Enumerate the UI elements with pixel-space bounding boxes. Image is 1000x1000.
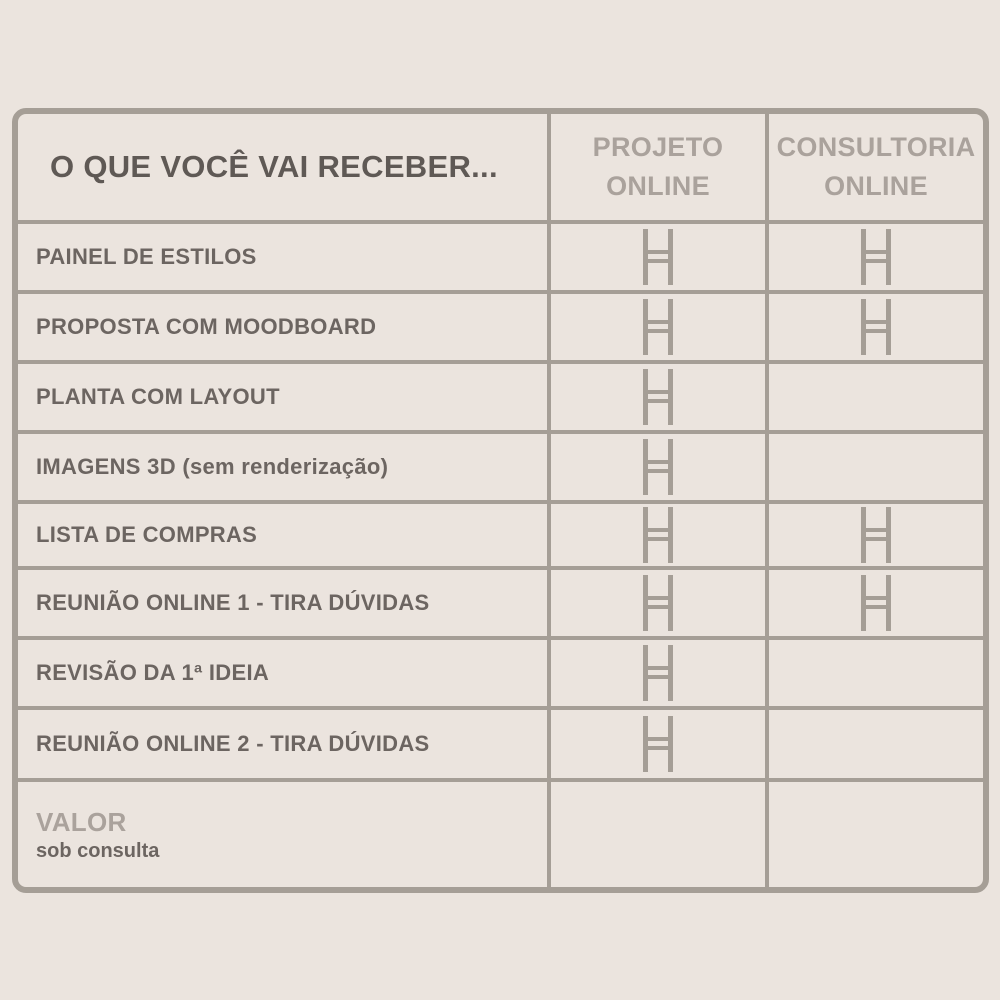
included-mark-icon (641, 368, 675, 426)
included-mark-icon (859, 506, 893, 564)
row-label: PROPOSTA COM MOODBOARD (36, 314, 377, 339)
included-mark-icon (641, 574, 675, 632)
row-label: REUNIÃO ONLINE 1 - TIRA DÚVIDAS (36, 590, 430, 615)
row-label: REUNIÃO ONLINE 2 - TIRA DÚVIDAS (36, 731, 430, 756)
column-header-line: ONLINE (824, 171, 928, 201)
row-label: LISTA DE COMPRAS (36, 522, 258, 547)
included-mark-icon (641, 506, 675, 564)
included-mark-cell (551, 294, 765, 360)
included-mark-icon (859, 228, 893, 286)
included-mark-cell (551, 434, 765, 500)
included-mark-icon (859, 298, 893, 356)
column-header-line: PROJETO (592, 132, 724, 162)
column-header-line: ONLINE (606, 171, 710, 201)
included-mark-cell (551, 570, 765, 636)
included-mark-cell (551, 364, 765, 430)
price-cell (36, 782, 159, 887)
included-mark-cell (551, 710, 765, 778)
included-mark-cell (769, 294, 983, 360)
included-mark-cell (551, 640, 765, 706)
included-mark-cell (769, 640, 983, 706)
row-label: PLANTA COM LAYOUT (36, 384, 280, 409)
included-mark-cell (551, 504, 765, 566)
row-label: REVISÃO DA 1ª IDEIA (36, 660, 270, 685)
included-mark-icon (641, 715, 675, 773)
included-mark-cell (769, 570, 983, 636)
column-header-projeto (551, 114, 765, 220)
included-mark-icon (641, 298, 675, 356)
included-mark-icon (641, 228, 675, 286)
column-header-consultoria (769, 114, 983, 220)
included-mark-cell (551, 224, 765, 290)
included-mark-icon (859, 574, 893, 632)
price-subtitle: sob consulta (36, 839, 160, 862)
included-mark-cell (769, 364, 983, 430)
row-label: IMAGENS 3D (sem renderização) (36, 454, 389, 479)
column-header-line: CONSULTORIA (776, 132, 976, 162)
included-mark-cell (769, 710, 983, 778)
included-mark-icon (641, 644, 675, 702)
comparison-table (12, 108, 989, 893)
included-mark-cell (769, 504, 983, 566)
included-mark-cell (769, 434, 983, 500)
included-mark-icon (641, 438, 675, 496)
page-title: O QUE VOCÊ VAI RECEBER... (50, 149, 498, 184)
price-title: VALOR (36, 806, 127, 837)
row-divider (18, 778, 983, 782)
row-label: PAINEL DE ESTILOS (36, 244, 257, 269)
included-mark-cell (769, 224, 983, 290)
